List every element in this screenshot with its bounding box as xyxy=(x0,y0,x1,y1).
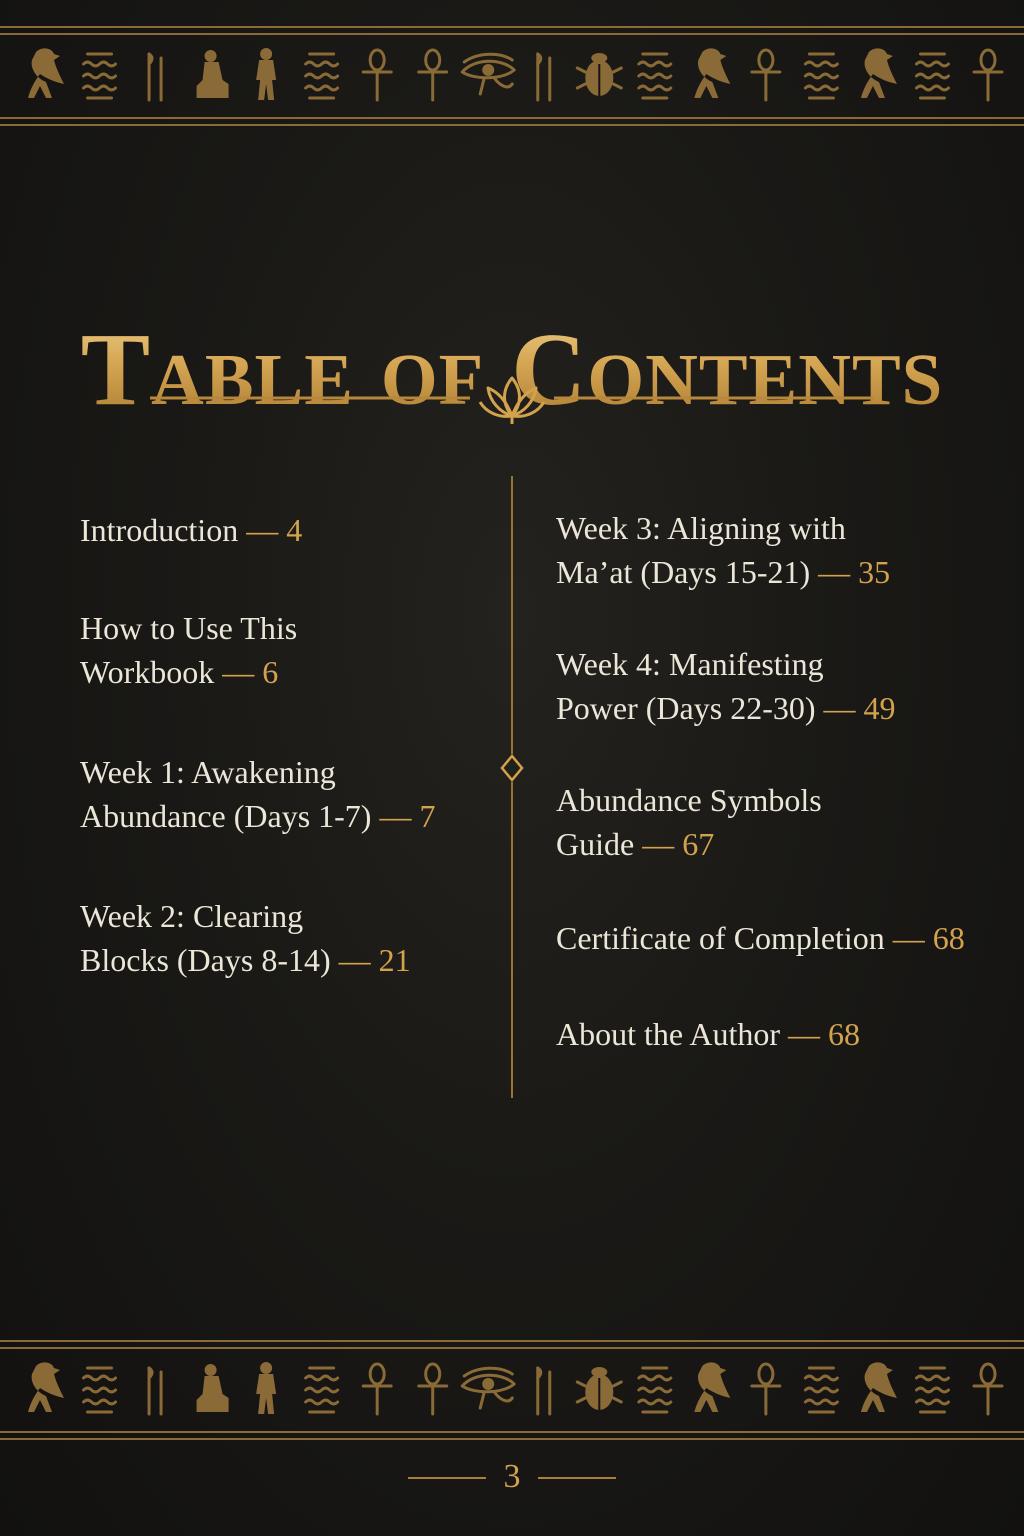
toc-entry-dash: — xyxy=(892,920,925,956)
water-lines-icon xyxy=(639,1368,671,1412)
scarab-icon xyxy=(577,1367,621,1410)
water-lines-icon xyxy=(639,54,671,98)
reed-icon xyxy=(538,54,550,100)
toc-entry-title: Abundance Symbols xyxy=(556,782,822,818)
toc-entry-line xyxy=(556,778,822,822)
falcon-icon xyxy=(861,48,897,98)
toc-entry-dash: — xyxy=(642,826,675,862)
falcon-icon xyxy=(28,48,64,98)
title-divider xyxy=(150,372,874,428)
toc-entry[interactable] xyxy=(556,642,896,730)
toc-entry-title: Power (Days 22-30) xyxy=(556,690,816,726)
page-number: 3 xyxy=(503,1458,521,1495)
toc-entry-page-number: 4 xyxy=(286,512,303,548)
reed-icon xyxy=(149,54,161,100)
reed-icon xyxy=(538,1368,550,1414)
toc-entry-title: Week 2: Clearing xyxy=(80,898,304,934)
water-lines-icon xyxy=(916,54,948,98)
toc-entry-dash: — xyxy=(379,798,412,834)
page-title: Table of Contents xyxy=(0,310,1024,430)
ankh-icon xyxy=(419,1364,447,1414)
toc-entry[interactable] xyxy=(556,778,822,866)
ankh-icon xyxy=(363,50,391,100)
water-lines-icon xyxy=(84,1368,116,1412)
toc-entry-dash: — xyxy=(823,690,856,726)
ankh-icon xyxy=(752,50,780,100)
seated-figure-icon xyxy=(197,1364,229,1412)
hieroglyph-band-top xyxy=(0,24,1024,130)
toc-entry-page-number: 21 xyxy=(378,942,411,978)
toc-entry-page-number: 68 xyxy=(827,1016,860,1052)
toc-entry[interactable] xyxy=(556,916,965,960)
toc-entry[interactable] xyxy=(556,506,890,594)
toc-entry-title: Guide xyxy=(556,826,635,862)
eye-of-horus-icon xyxy=(462,1368,514,1408)
toc-entry-dash: — xyxy=(222,654,255,690)
hieroglyph-band-bottom xyxy=(0,1338,1024,1444)
toc-entry-page-number: 67 xyxy=(682,826,715,862)
water-lines-icon xyxy=(916,1368,948,1412)
page-footer xyxy=(0,1452,1024,1502)
standing-figure-icon xyxy=(256,1362,276,1414)
toc-entry-line xyxy=(556,822,822,866)
scarab-icon xyxy=(577,53,621,96)
toc-entry-dash: — xyxy=(787,1016,820,1052)
toc-entry-title: How to Use This xyxy=(80,610,298,646)
reed-icon xyxy=(149,1368,161,1414)
ankh-icon xyxy=(419,50,447,100)
toc-entry-page-number: 49 xyxy=(863,690,896,726)
toc-entry-title: Week 3: Aligning with xyxy=(556,510,846,546)
ankh-icon xyxy=(974,1364,1002,1414)
toc-entry-title: Introduction xyxy=(80,512,239,548)
toc-entry-line xyxy=(556,686,896,730)
toc-entry-dash: — xyxy=(338,942,371,978)
toc-entry-page-number: 6 xyxy=(262,654,279,690)
footer-rule-right xyxy=(538,1477,616,1479)
seated-figure-icon xyxy=(197,50,229,98)
toc-entry-line xyxy=(80,938,411,982)
water-lines-icon xyxy=(306,1368,338,1412)
toc-entry-title: Workbook xyxy=(80,654,215,690)
toc-entry-title: Ma’at (Days 15-21) xyxy=(556,554,811,590)
toc-entry[interactable] xyxy=(80,508,302,552)
water-lines-icon xyxy=(84,54,116,98)
toc-entry-line xyxy=(80,508,302,552)
ankh-icon xyxy=(363,1364,391,1414)
toc-entry-page-number: 7 xyxy=(419,798,436,834)
toc-entry-line xyxy=(556,1012,860,1056)
toc-entry-title: Blocks (Days 8-14) xyxy=(80,942,331,978)
toc-entry-page-number: 35 xyxy=(858,554,891,590)
toc-entry-line xyxy=(556,506,890,550)
toc-entry-line xyxy=(80,794,435,838)
water-lines-icon xyxy=(805,54,837,98)
toc-entry-line xyxy=(80,606,297,650)
toc-entry-dash: — xyxy=(818,554,851,590)
toc-entry-line xyxy=(556,916,965,960)
toc-entry-line xyxy=(556,642,896,686)
falcon-icon xyxy=(861,1362,897,1412)
standing-figure-icon xyxy=(256,48,276,100)
water-lines-icon xyxy=(306,54,338,98)
water-lines-icon xyxy=(805,1368,837,1412)
falcon-icon xyxy=(694,1362,730,1412)
ankh-icon xyxy=(974,50,1002,100)
column-divider xyxy=(500,476,524,1098)
toc-entry-line xyxy=(80,650,297,694)
lotus-icon xyxy=(480,378,544,424)
toc-entry[interactable] xyxy=(80,606,297,694)
toc-entry-line xyxy=(80,894,411,938)
falcon-icon xyxy=(28,1362,64,1412)
falcon-icon xyxy=(694,48,730,98)
toc-entry[interactable] xyxy=(80,894,411,982)
toc-entry-title: Abundance (Days 1-7) xyxy=(80,798,372,834)
eye-of-horus-icon xyxy=(462,54,514,94)
toc-entry-line xyxy=(556,550,890,594)
toc-entry[interactable] xyxy=(80,750,435,838)
toc-entry-title: Week 4: Manifesting xyxy=(556,646,824,682)
ankh-icon xyxy=(752,1364,780,1414)
toc-entry[interactable] xyxy=(556,1012,860,1056)
toc-entry-title: Week 1: Awakening xyxy=(80,754,336,790)
toc-entry-dash: — xyxy=(246,512,279,548)
toc-entry-title: About the Author xyxy=(556,1016,780,1052)
toc-entry-page-number: 68 xyxy=(932,920,965,956)
diamond-icon xyxy=(502,756,522,780)
toc-entry-line xyxy=(80,750,435,794)
toc-entry-title: Certificate of Completion xyxy=(556,920,885,956)
